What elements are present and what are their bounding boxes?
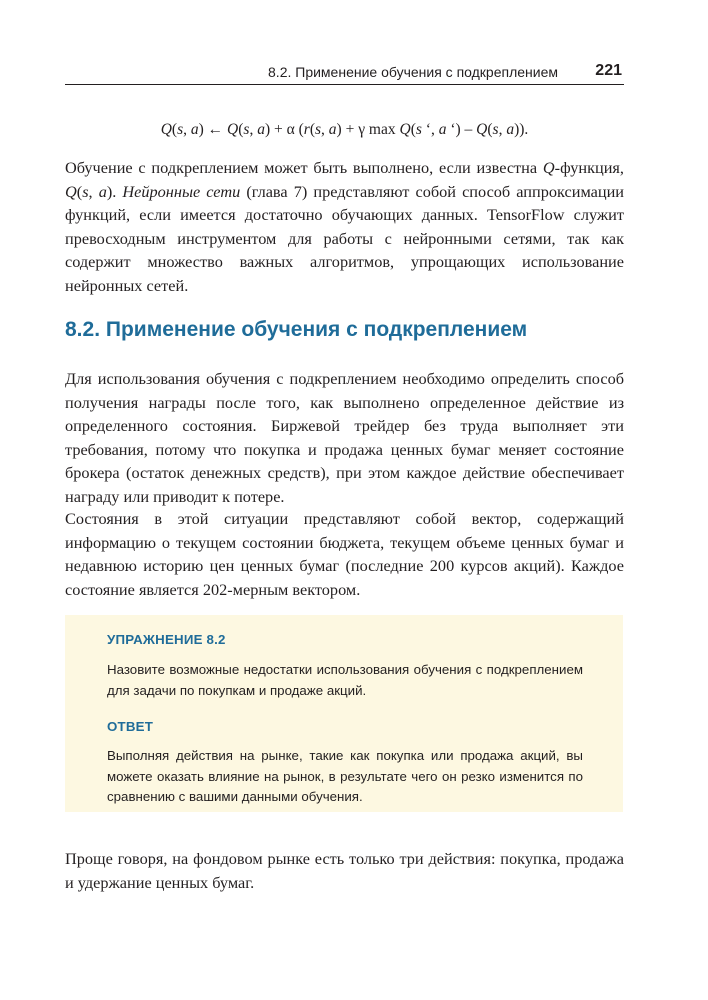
exercise-heading: УПРАЖНЕНИЕ 8.2	[107, 632, 226, 647]
answer-text: Выполняя действия на рынке, такие как покупка или продажа акций, вы можете оказать влияние на рынок, в результате чего он резко изменится по сравнению с вашими данными обучения.	[107, 748, 583, 804]
exercise-text: Назовите возможные недостатки использования обучения с подкреплением для задачи по покупкам и продаже акций.	[107, 662, 583, 698]
answer-heading: ОТВЕТ	[107, 719, 154, 734]
section-paragraph-1: Для использования обучения с подкреплением необходимо определить способ получения награды после того, как выполнено определенное действие из определенного состояния. Биржевой трейдер без труда выполняет эти требования, потому что покупка и продажа ценных бумаг меняет состояние брокера (остаток денежных средств), при этом каждое действие обеспечивает награду или приводит к потере.	[65, 369, 624, 506]
running-header	[65, 58, 624, 85]
intro-paragraph: Обучение с подкреплением может быть выполнено, если известна Q-функция, Q(s, a). Нейронные сети (глава 7) представляют собой способ аппроксимации функций, если имеется достаточно обучающих данных. TensorFlow служит превосходным инструментом для работы с нейронными сетями, так как содержит множество важных алгоритмов, упрощающих использование нейронных сетей.	[65, 158, 625, 295]
q-learning-formula: Q(s, a) ← Q(s, a) + α (r(s, a) + γ max Q(s ‘, a ‘) – Q(s, a)).	[160, 121, 529, 138]
page-number: 221	[595, 62, 622, 79]
running-header-title: 8.2. Применение обучения с подкреплением	[268, 64, 558, 80]
section-heading: 8.2. Применение обучения с подкреплением	[65, 318, 528, 341]
section-paragraph-2: Состояния в этой ситуации представляют собой вектор, содержащий информацию о текущем состоянии бюджета, текущем объеме ценных бумаг и недавнюю историю цен ценных бумаг (последние 200 курсов акций). Каждое состояние является 202-мерным вектором.	[65, 509, 624, 599]
neural-networks-emphasis: Нейронные сети	[122, 181, 241, 201]
closing-paragraph: Проще говоря, на фондовом рынке есть только три действия: покупка, продажа и удержание ценных бумаг.	[65, 849, 624, 892]
exercise-box	[65, 615, 623, 812]
